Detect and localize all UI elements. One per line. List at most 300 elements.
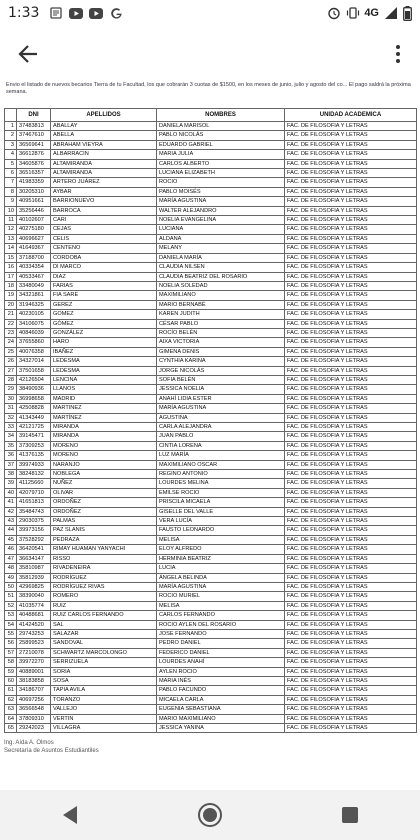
row-apellidos: PALMAS — [51, 517, 157, 526]
row-apellidos: TORANZO — [51, 695, 157, 704]
row-apellidos: ARTERO JUÁREZ — [51, 178, 157, 187]
row-nombres: MELANY — [157, 244, 285, 253]
row-unidad: FAC. DE FILOSOFIA Y LETRAS — [285, 347, 417, 356]
row-unidad: FAC. DE FILOSOFIA Y LETRAS — [285, 592, 417, 601]
row-unidad: FAC. DE FILOSOFIA Y LETRAS — [285, 187, 417, 196]
row-dni: 41983359 — [17, 178, 51, 187]
row-dni: 40076358 — [17, 347, 51, 356]
row-dni: 40230105 — [17, 310, 51, 319]
row-apellidos: GOMEZ — [51, 310, 157, 319]
circle-home-icon[interactable] — [190, 795, 230, 835]
row-dni: 34106075 — [17, 319, 51, 328]
row-num: 60 — [5, 676, 17, 685]
table-row — [5, 451, 417, 460]
table-row — [5, 526, 417, 535]
row-num: 14 — [5, 244, 17, 253]
row-unidad: FAC. DE FILOSOFIA Y LETRAS — [285, 159, 417, 168]
row-dni: 37309253 — [17, 441, 51, 450]
row-apellidos: SALAZAR — [51, 629, 157, 638]
row-num: 21 — [5, 310, 17, 319]
table-row — [5, 375, 417, 384]
row-nombres: ROCIO MURIEL — [157, 592, 285, 601]
row-nombres: WALTER ALEJANDRO — [157, 206, 285, 215]
row-num: 38 — [5, 470, 17, 479]
row-unidad: FAC. DE FILOSOFIA Y LETRAS — [285, 658, 417, 667]
row-num: 16 — [5, 263, 17, 272]
row-nombres: CARLOS FERNANDO — [157, 611, 285, 620]
table-row — [5, 197, 417, 206]
row-num: 23 — [5, 328, 17, 337]
row-unidad: FAC. DE FILOSOFIA Y LETRAS — [285, 526, 417, 535]
row-dni: 40951661 — [17, 197, 51, 206]
table-row — [5, 545, 417, 554]
row-apellidos: ALTAMIRANDA — [51, 159, 157, 168]
row-apellidos: LENCINA — [51, 375, 157, 384]
row-unidad: FAC. DE FILOSOFIA Y LETRAS — [285, 131, 417, 140]
row-unidad: FAC. DE FILOSOFIA Y LETRAS — [285, 695, 417, 704]
row-num: 42 — [5, 507, 17, 516]
col-header-dni: DNI — [17, 109, 51, 122]
row-unidad: FAC. DE FILOSOFIA Y LETRAS — [285, 291, 417, 300]
row-unidad: FAC. DE FILOSOFIA Y LETRAS — [285, 582, 417, 591]
row-dni: 41424520 — [17, 620, 51, 629]
row-nombres: PABLO FACUNDO — [157, 686, 285, 695]
row-unidad: FAC. DE FILOSOFIA Y LETRAS — [285, 300, 417, 309]
square-recents-icon[interactable] — [330, 795, 370, 835]
table-row — [5, 648, 417, 657]
row-unidad: FAC. DE FILOSOFIA Y LETRAS — [285, 441, 417, 450]
more-vert-icon[interactable] — [386, 36, 410, 72]
table-row — [5, 639, 417, 648]
row-dni: 41376135 — [17, 451, 51, 460]
row-unidad: FAC. DE FILOSOFIA Y LETRAS — [285, 639, 417, 648]
row-apellidos: MIRANDA — [51, 423, 157, 432]
row-unidad: FAC. DE FILOSOFIA Y LETRAS — [285, 206, 417, 215]
row-unidad: FAC. DE FILOSOFIA Y LETRAS — [285, 488, 417, 497]
row-dni: 40275180 — [17, 225, 51, 234]
table-row — [5, 300, 417, 309]
row-dni: 31946325 — [17, 300, 51, 309]
row-nombres: CINTIA LORENA — [157, 441, 285, 450]
row-dni: 27210078 — [17, 648, 51, 657]
row-apellidos: CELIS — [51, 234, 157, 243]
row-nombres: CLAUDIA BEATRIZ DEL ROSARIO — [157, 272, 285, 281]
row-nombres: REGINO ANTONIO — [157, 470, 285, 479]
row-num: 62 — [5, 695, 17, 704]
vibrate-icon — [346, 6, 360, 20]
row-apellidos: NOBLEGA — [51, 470, 157, 479]
row-unidad: FAC. DE FILOSOFIA Y LETRAS — [285, 234, 417, 243]
row-nombres: PABLO NICOLÁS — [157, 131, 285, 140]
table-row — [5, 216, 417, 225]
row-nombres: JORGE NICOLÁS — [157, 366, 285, 375]
row-num: 53 — [5, 611, 17, 620]
row-num: 51 — [5, 592, 17, 601]
row-num: 44 — [5, 526, 17, 535]
table-row — [5, 140, 417, 149]
row-apellidos: LEDESMA — [51, 366, 157, 375]
row-unidad: FAC. DE FILOSOFIA Y LETRAS — [285, 366, 417, 375]
row-apellidos: ALTAMIRANDA — [51, 169, 157, 178]
table-row — [5, 488, 417, 497]
row-num: 65 — [5, 724, 17, 733]
row-dni: 37809310 — [17, 714, 51, 723]
row-unidad: FAC. DE FILOSOFIA Y LETRAS — [285, 629, 417, 638]
row-apellidos: RODRÍGUEZ RIVAS — [51, 582, 157, 591]
table-row — [5, 225, 417, 234]
row-unidad: FAC. DE FILOSOFIA Y LETRAS — [285, 197, 417, 206]
row-unidad: FAC. DE FILOSOFIA Y LETRAS — [285, 244, 417, 253]
row-dni: 34186707 — [17, 686, 51, 695]
table-row — [5, 460, 417, 469]
row-apellidos: CENTENO — [51, 244, 157, 253]
row-num: 50 — [5, 582, 17, 591]
table-row — [5, 705, 417, 714]
row-dni: 38248132 — [17, 470, 51, 479]
row-nombres: MARIO MAXIMILIANO — [157, 714, 285, 723]
row-nombres: DANIELA MARÍA — [157, 253, 285, 262]
row-dni: 41343449 — [17, 413, 51, 422]
row-unidad: FAC. DE FILOSOFIA Y LETRAS — [285, 620, 417, 629]
row-num: 49 — [5, 573, 17, 582]
row-apellidos: LLANOS — [51, 385, 157, 394]
row-num: 57 — [5, 648, 17, 657]
table-row — [5, 244, 417, 253]
table-row — [5, 319, 417, 328]
row-dni: 35812939 — [17, 573, 51, 582]
row-apellidos: RISSO — [51, 554, 157, 563]
table-row — [5, 347, 417, 356]
row-nombres: JESSICA YANINA — [157, 724, 285, 733]
row-num: 55 — [5, 629, 17, 638]
row-dni: 37467610 — [17, 131, 51, 140]
row-apellidos: MIRANDA — [51, 432, 157, 441]
row-dni: 36569641 — [17, 140, 51, 149]
row-num: 17 — [5, 272, 17, 281]
row-apellidos: GEREZ — [51, 300, 157, 309]
row-dni: 39972270 — [17, 658, 51, 667]
row-num: 46 — [5, 545, 17, 554]
row-nombres: MARIA JULIA — [157, 150, 285, 159]
row-num: 35 — [5, 441, 17, 450]
row-apellidos: SAL — [51, 620, 157, 629]
table-row — [5, 272, 417, 281]
row-dni: 38390040 — [17, 592, 51, 601]
row-unidad: FAC. DE FILOSOFIA Y LETRAS — [285, 686, 417, 695]
row-num: 11 — [5, 216, 17, 225]
row-num: 19 — [5, 291, 17, 300]
network-type: 4G — [364, 7, 379, 19]
status-time: 1:33 — [8, 5, 40, 21]
row-num: 33 — [5, 423, 17, 432]
intro-text: Envio el listado de nuevos becarios Tierra de tu Facultad, los que cobrarán 3 cuotas de $1500, en los meses de junio, julio y agosto del co... El pago saldrá la próxima semana. — [6, 82, 411, 95]
row-apellidos: GONZÁLEZ — [51, 328, 157, 337]
row-apellidos: HARO — [51, 338, 157, 347]
row-nombres: CYNTHIA KARINA — [157, 357, 285, 366]
table-row — [5, 498, 417, 507]
row-nombres: MARÍA AGUSTINA — [157, 404, 285, 413]
row-num: 10 — [5, 206, 17, 215]
row-num: 8 — [5, 187, 17, 196]
row-num: 56 — [5, 639, 17, 648]
row-apellidos: MADRID — [51, 394, 157, 403]
row-apellidos: RODRÍGUEZ — [51, 573, 157, 582]
row-unidad: FAC. DE FILOSOFIA Y LETRAS — [285, 281, 417, 290]
row-apellidos: SORIA — [51, 667, 157, 676]
row-unidad: FAC. DE FILOSOFIA Y LETRAS — [285, 498, 417, 507]
table-row — [5, 686, 417, 695]
row-num: 64 — [5, 714, 17, 723]
students-table — [4, 108, 417, 733]
row-dni: 37483813 — [17, 122, 51, 131]
row-nombres: PRISCILA MICAELA — [157, 498, 285, 507]
row-unidad: FAC. DE FILOSOFIA Y LETRAS — [285, 122, 417, 131]
row-unidad: FAC. DE FILOSOFIA Y LETRAS — [285, 676, 417, 685]
row-unidad: FAC. DE FILOSOFIA Y LETRAS — [285, 150, 417, 159]
row-nombres: AGUSTINA — [157, 413, 285, 422]
row-num: 39 — [5, 479, 17, 488]
row-dni: 42508828 — [17, 404, 51, 413]
table-row — [5, 441, 417, 450]
row-apellidos: SANDOVAL — [51, 639, 157, 648]
row-apellidos: NUÑEZ — [51, 479, 157, 488]
row-nombres: DANIELA MARISOL — [157, 122, 285, 131]
row-unidad: FAC. DE FILOSOFIA Y LETRAS — [285, 375, 417, 384]
row-nombres: ROCIO AYLEN DEL ROSARIO — [157, 620, 285, 629]
row-nombres: GISELLE DEL VALLE — [157, 507, 285, 516]
row-dni: 36634147 — [17, 554, 51, 563]
row-num: 58 — [5, 658, 17, 667]
app-bar — [0, 26, 420, 82]
row-unidad: FAC. DE FILOSOFIA Y LETRAS — [285, 338, 417, 347]
table-row — [5, 507, 417, 516]
row-num: 36 — [5, 451, 17, 460]
row-apellidos: DIAZ — [51, 272, 157, 281]
row-nombres: PABLO MOISÉS — [157, 187, 285, 196]
row-num: 4 — [5, 150, 17, 159]
row-dni: 40696627 — [17, 234, 51, 243]
row-nombres: KAREN JUDITH — [157, 310, 285, 319]
table-row — [5, 573, 417, 582]
row-nombres: LUCIANA — [157, 225, 285, 234]
row-unidad: FAC. DE FILOSOFIA Y LETRAS — [285, 216, 417, 225]
table-row — [5, 658, 417, 667]
row-apellidos: VALLEJO — [51, 705, 157, 714]
row-nombres: LUCIA — [157, 564, 285, 573]
row-unidad: FAC. DE FILOSOFIA Y LETRAS — [285, 535, 417, 544]
row-nombres: MARIO BERNABÉ — [157, 300, 285, 309]
row-nombres: MARÍA AGUSTINA — [157, 197, 285, 206]
row-apellidos: CORDOBA — [51, 253, 157, 262]
row-dni: 37188700 — [17, 253, 51, 262]
table-row — [5, 178, 417, 187]
row-num: 13 — [5, 234, 17, 243]
row-nombres: AIXA VICTORIA — [157, 338, 285, 347]
alarm-icon — [327, 6, 341, 20]
row-apellidos: RIVADENEIRA — [51, 564, 157, 573]
row-dni: 42969825 — [17, 582, 51, 591]
row-num: 7 — [5, 178, 17, 187]
row-unidad: FAC. DE FILOSOFIA Y LETRAS — [285, 178, 417, 187]
battery-icon — [403, 6, 412, 21]
row-unidad: FAC. DE FILOSOFIA Y LETRAS — [285, 554, 417, 563]
row-dni: 40889001 — [17, 667, 51, 676]
row-dni: 42121725 — [17, 423, 51, 432]
row-unidad: FAC. DE FILOSOFIA Y LETRAS — [285, 545, 417, 554]
row-nombres: HERMINIA BEATRIZ — [157, 554, 285, 563]
row-apellidos: MORENO — [51, 451, 157, 460]
table-row — [5, 187, 417, 196]
row-nombres: CÉSAR PABLO — [157, 319, 285, 328]
row-unidad: FAC. DE FILOSOFIA Y LETRAS — [285, 705, 417, 714]
table-row — [5, 263, 417, 272]
col-header-unidad: UNIDAD ACADEMICA — [285, 109, 417, 122]
row-nombres: PEDRO DANIEL — [157, 639, 285, 648]
row-nombres: SOFIA BELÉN — [157, 375, 285, 384]
row-apellidos: FARIAS — [51, 281, 157, 290]
row-unidad: FAC. DE FILOSOFIA Y LETRAS — [285, 460, 417, 469]
row-dni: 40488681 — [17, 611, 51, 620]
table-row — [5, 724, 417, 733]
row-unidad: FAC. DE FILOSOFIA Y LETRAS — [285, 263, 417, 272]
row-nombres: MARÍA AGUSTINA — [157, 582, 285, 591]
row-apellidos: BARROCA — [51, 206, 157, 215]
row-unidad: FAC. DE FILOSOFIA Y LETRAS — [285, 413, 417, 422]
row-num: 59 — [5, 667, 17, 676]
row-apellidos: LEDESMA — [51, 357, 157, 366]
row-num: 1 — [5, 122, 17, 131]
row-nombres: MARIA INÉS — [157, 676, 285, 685]
row-num: 48 — [5, 564, 17, 573]
row-apellidos: IBAÑEZ — [51, 347, 157, 356]
document-viewer[interactable] — [4, 82, 416, 755]
row-dni: 35256446 — [17, 206, 51, 215]
row-num: 52 — [5, 601, 17, 610]
row-dni: 29030375 — [17, 517, 51, 526]
document-icon — [49, 7, 63, 19]
row-apellidos: VILLAGRA — [51, 724, 157, 733]
system-nav-bar — [0, 790, 420, 840]
youtube-icon — [69, 7, 83, 19]
signature-block — [4, 739, 416, 755]
row-apellidos: ALBARRACIN — [51, 150, 157, 159]
row-num: 20 — [5, 300, 17, 309]
row-apellidos: RUIZ CARLOS FERNANDO — [51, 611, 157, 620]
row-unidad: FAC. DE FILOSOFIA Y LETRAS — [285, 310, 417, 319]
row-apellidos: CARI — [51, 216, 157, 225]
row-dni: 41651813 — [17, 498, 51, 507]
arrow-left-icon[interactable] — [10, 36, 46, 72]
youtube-icon — [89, 7, 103, 19]
col-header-apellidos: APELLIDOS — [51, 109, 157, 122]
row-apellidos: ABALLAY — [51, 122, 157, 131]
row-dni: 41649367 — [17, 244, 51, 253]
row-apellidos: CEJAS — [51, 225, 157, 234]
row-dni: 34605876 — [17, 159, 51, 168]
row-unidad: FAC. DE FILOSOFIA Y LETRAS — [285, 253, 417, 262]
row-num: 45 — [5, 535, 17, 544]
row-nombres: ROCÍO BELÉN — [157, 328, 285, 337]
row-unidad: FAC. DE FILOSOFIA Y LETRAS — [285, 648, 417, 657]
signal-icon — [384, 6, 398, 20]
row-nombres: AYLEN ROCIO — [157, 667, 285, 676]
row-num: 15 — [5, 253, 17, 262]
row-num: 41 — [5, 498, 17, 507]
signature-title: Secretaría de Asuntos Estudiantiles — [4, 748, 99, 755]
row-unidad: FAC. DE FILOSOFIA Y LETRAS — [285, 714, 417, 723]
row-unidad: FAC. DE FILOSOFIA Y LETRAS — [285, 667, 417, 676]
row-unidad: FAC. DE FILOSOFIA Y LETRAS — [285, 573, 417, 582]
row-nombres: ROCIO — [157, 178, 285, 187]
triangle-back-icon[interactable] — [50, 795, 90, 835]
table-row — [5, 291, 417, 300]
row-num: 9 — [5, 197, 17, 206]
row-unidad: FAC. DE FILOSOFIA Y LETRAS — [285, 601, 417, 610]
row-nombres: CARLA ALEJANDRA — [157, 423, 285, 432]
row-unidad: FAC. DE FILOSOFIA Y LETRAS — [285, 319, 417, 328]
row-apellidos: FIA SARE — [51, 291, 157, 300]
table-row — [5, 611, 417, 620]
row-unidad: FAC. DE FILOSOFIA Y LETRAS — [285, 423, 417, 432]
row-dni: 42126504 — [17, 375, 51, 384]
row-nombres: MAXIMILIANO OSCAR — [157, 460, 285, 469]
row-num: 22 — [5, 319, 17, 328]
table-row — [5, 234, 417, 243]
row-num: 32 — [5, 413, 17, 422]
row-unidad: FAC. DE FILOSOFIA Y LETRAS — [285, 451, 417, 460]
row-num: 24 — [5, 338, 17, 347]
row-dni: 35810987 — [17, 564, 51, 573]
row-nombres: NOELIA SOLEDAD — [157, 281, 285, 290]
row-nombres: LUCIANA ELIZABETH — [157, 169, 285, 178]
table-row — [5, 328, 417, 337]
row-num: 5 — [5, 159, 17, 168]
row-nombres: LOURDES MELINA — [157, 479, 285, 488]
table-row — [5, 582, 417, 591]
row-unidad: FAC. DE FILOSOFIA Y LETRAS — [285, 328, 417, 337]
row-apellidos: NARANJO — [51, 460, 157, 469]
row-dni: 37655860 — [17, 338, 51, 347]
row-dni: 40533467 — [17, 272, 51, 281]
row-num: 25 — [5, 347, 17, 356]
row-dni: 33480049 — [17, 281, 51, 290]
row-apellidos: RUIZ — [51, 601, 157, 610]
table-header-row — [5, 109, 417, 122]
row-apellidos: AYBAR — [51, 187, 157, 196]
row-nombres: MAXIMILIANO — [157, 291, 285, 300]
row-unidad: FAC. DE FILOSOFIA Y LETRAS — [285, 611, 417, 620]
row-unidad: FAC. DE FILOSOFIA Y LETRAS — [285, 432, 417, 441]
row-unidad: FAC. DE FILOSOFIA Y LETRAS — [285, 517, 417, 526]
row-nombres: LUZ MARÍA — [157, 451, 285, 460]
row-dni: 36566548 — [17, 705, 51, 714]
row-apellidos: SCHWARTZ MARCOLONGO — [51, 648, 157, 657]
row-dni: 30205310 — [17, 187, 51, 196]
table-row — [5, 150, 417, 159]
row-nombres: EDUARDO GABRIEL — [157, 140, 285, 149]
row-unidad: FAC. DE FILOSOFIA Y LETRAS — [285, 564, 417, 573]
row-apellidos: ORDOÑEZ — [51, 498, 157, 507]
col-header-num — [5, 109, 17, 122]
row-dni: 38490936 — [17, 385, 51, 394]
row-num: 61 — [5, 686, 17, 695]
table-row — [5, 366, 417, 375]
row-dni: 39974933 — [17, 460, 51, 469]
table-row — [5, 676, 417, 685]
row-dni: 25899523 — [17, 639, 51, 648]
row-apellidos: MARTINEZ — [51, 404, 157, 413]
row-dni: 39973156 — [17, 526, 51, 535]
